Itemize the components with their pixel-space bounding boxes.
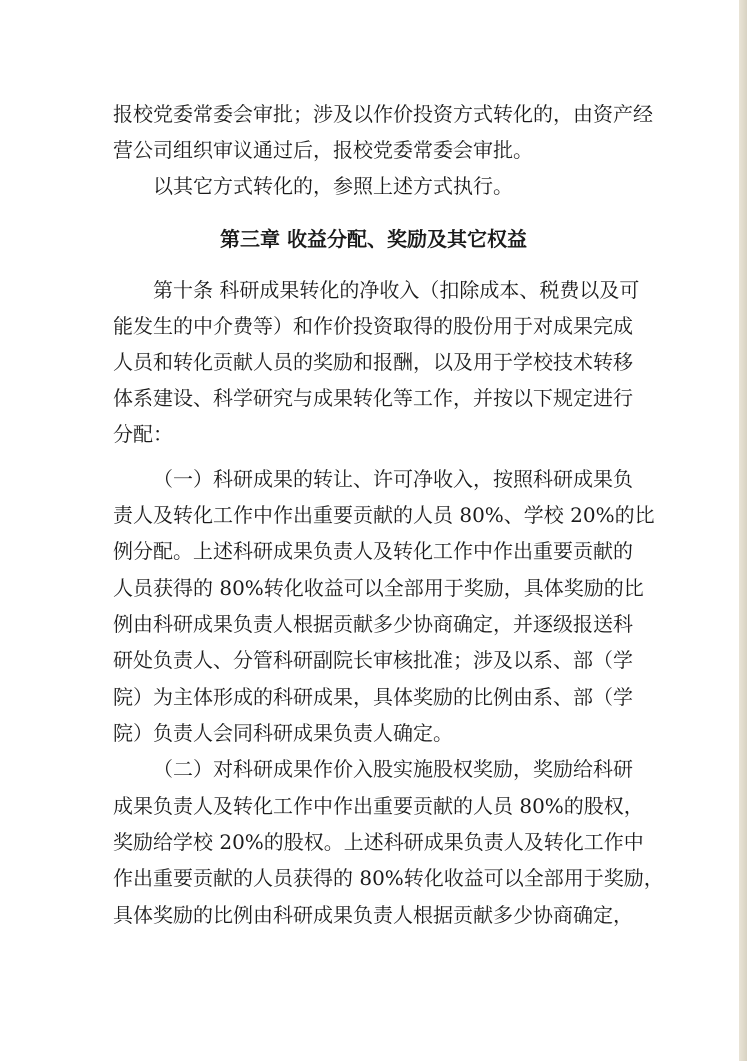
text-line: 能发生的中介费等）和作价投资取得的股份用于对成果完成	[113, 314, 633, 338]
text-line: （二）对科研成果作价入股实施股权奖励，奖励给科研	[153, 757, 633, 781]
chapter-heading: 第三章 收益分配、奖励及其它权益	[220, 227, 527, 251]
text-line: 成果负责人及转化工作中作出重要贡献的人员 80%的股权，	[113, 794, 644, 818]
text-line: 例由科研成果负责人根据贡献多少协商确定，并逐级报送科	[113, 612, 633, 636]
page-edge	[739, 0, 747, 1061]
text-line: 责人及转化工作中作出重要贡献的人员 80%、学校 20%的比	[113, 503, 655, 527]
text-line: 人员获得的 80%转化收益可以全部用于奖励，具体奖励的比	[113, 576, 644, 600]
text-line: 体系建设、科学研究与成果转化等工作，并按以下规定进行	[113, 386, 633, 410]
text-line: 具体奖励的比例由科研成果负责人根据贡献多少协商确定，	[113, 903, 633, 927]
text-line: 例分配。上述科研成果负责人及转化工作中作出重要贡献的	[113, 539, 633, 563]
text-line: 第十条 科研成果转化的净收入（扣除成本、税费以及可	[153, 278, 640, 302]
text-line: 奖励给学校 20%的股权。上述科研成果负责人及转化工作中	[113, 830, 644, 854]
text-line: 报校党委常委会审批；涉及以作价投资方式转化的，由资产经	[113, 102, 653, 126]
text-line: （一）科研成果的转让、许可净收入，按照科研成果负	[153, 467, 633, 491]
text-line: 分配：	[113, 422, 173, 446]
text-line: 院）为主体形成的科研成果，具体奖励的比例由系、部（学	[113, 685, 633, 709]
text-line: 人员和转化贡献人员的奖励和报酬，以及用于学校技术转移	[113, 350, 633, 374]
text-line: 院）负责人会同科研成果负责人确定。	[113, 721, 453, 745]
text-line: 作出重要贡献的人员获得的 80%转化收益可以全部用于奖励，	[113, 866, 664, 890]
text-line: 营公司组织审议通过后，报校党委常委会审批。	[113, 138, 533, 162]
text-line: 以其它方式转化的，参照上述方式执行。	[153, 174, 513, 198]
text-line: 研处负责人、分管科研副院长审核批准；涉及以系、部（学	[113, 648, 633, 672]
